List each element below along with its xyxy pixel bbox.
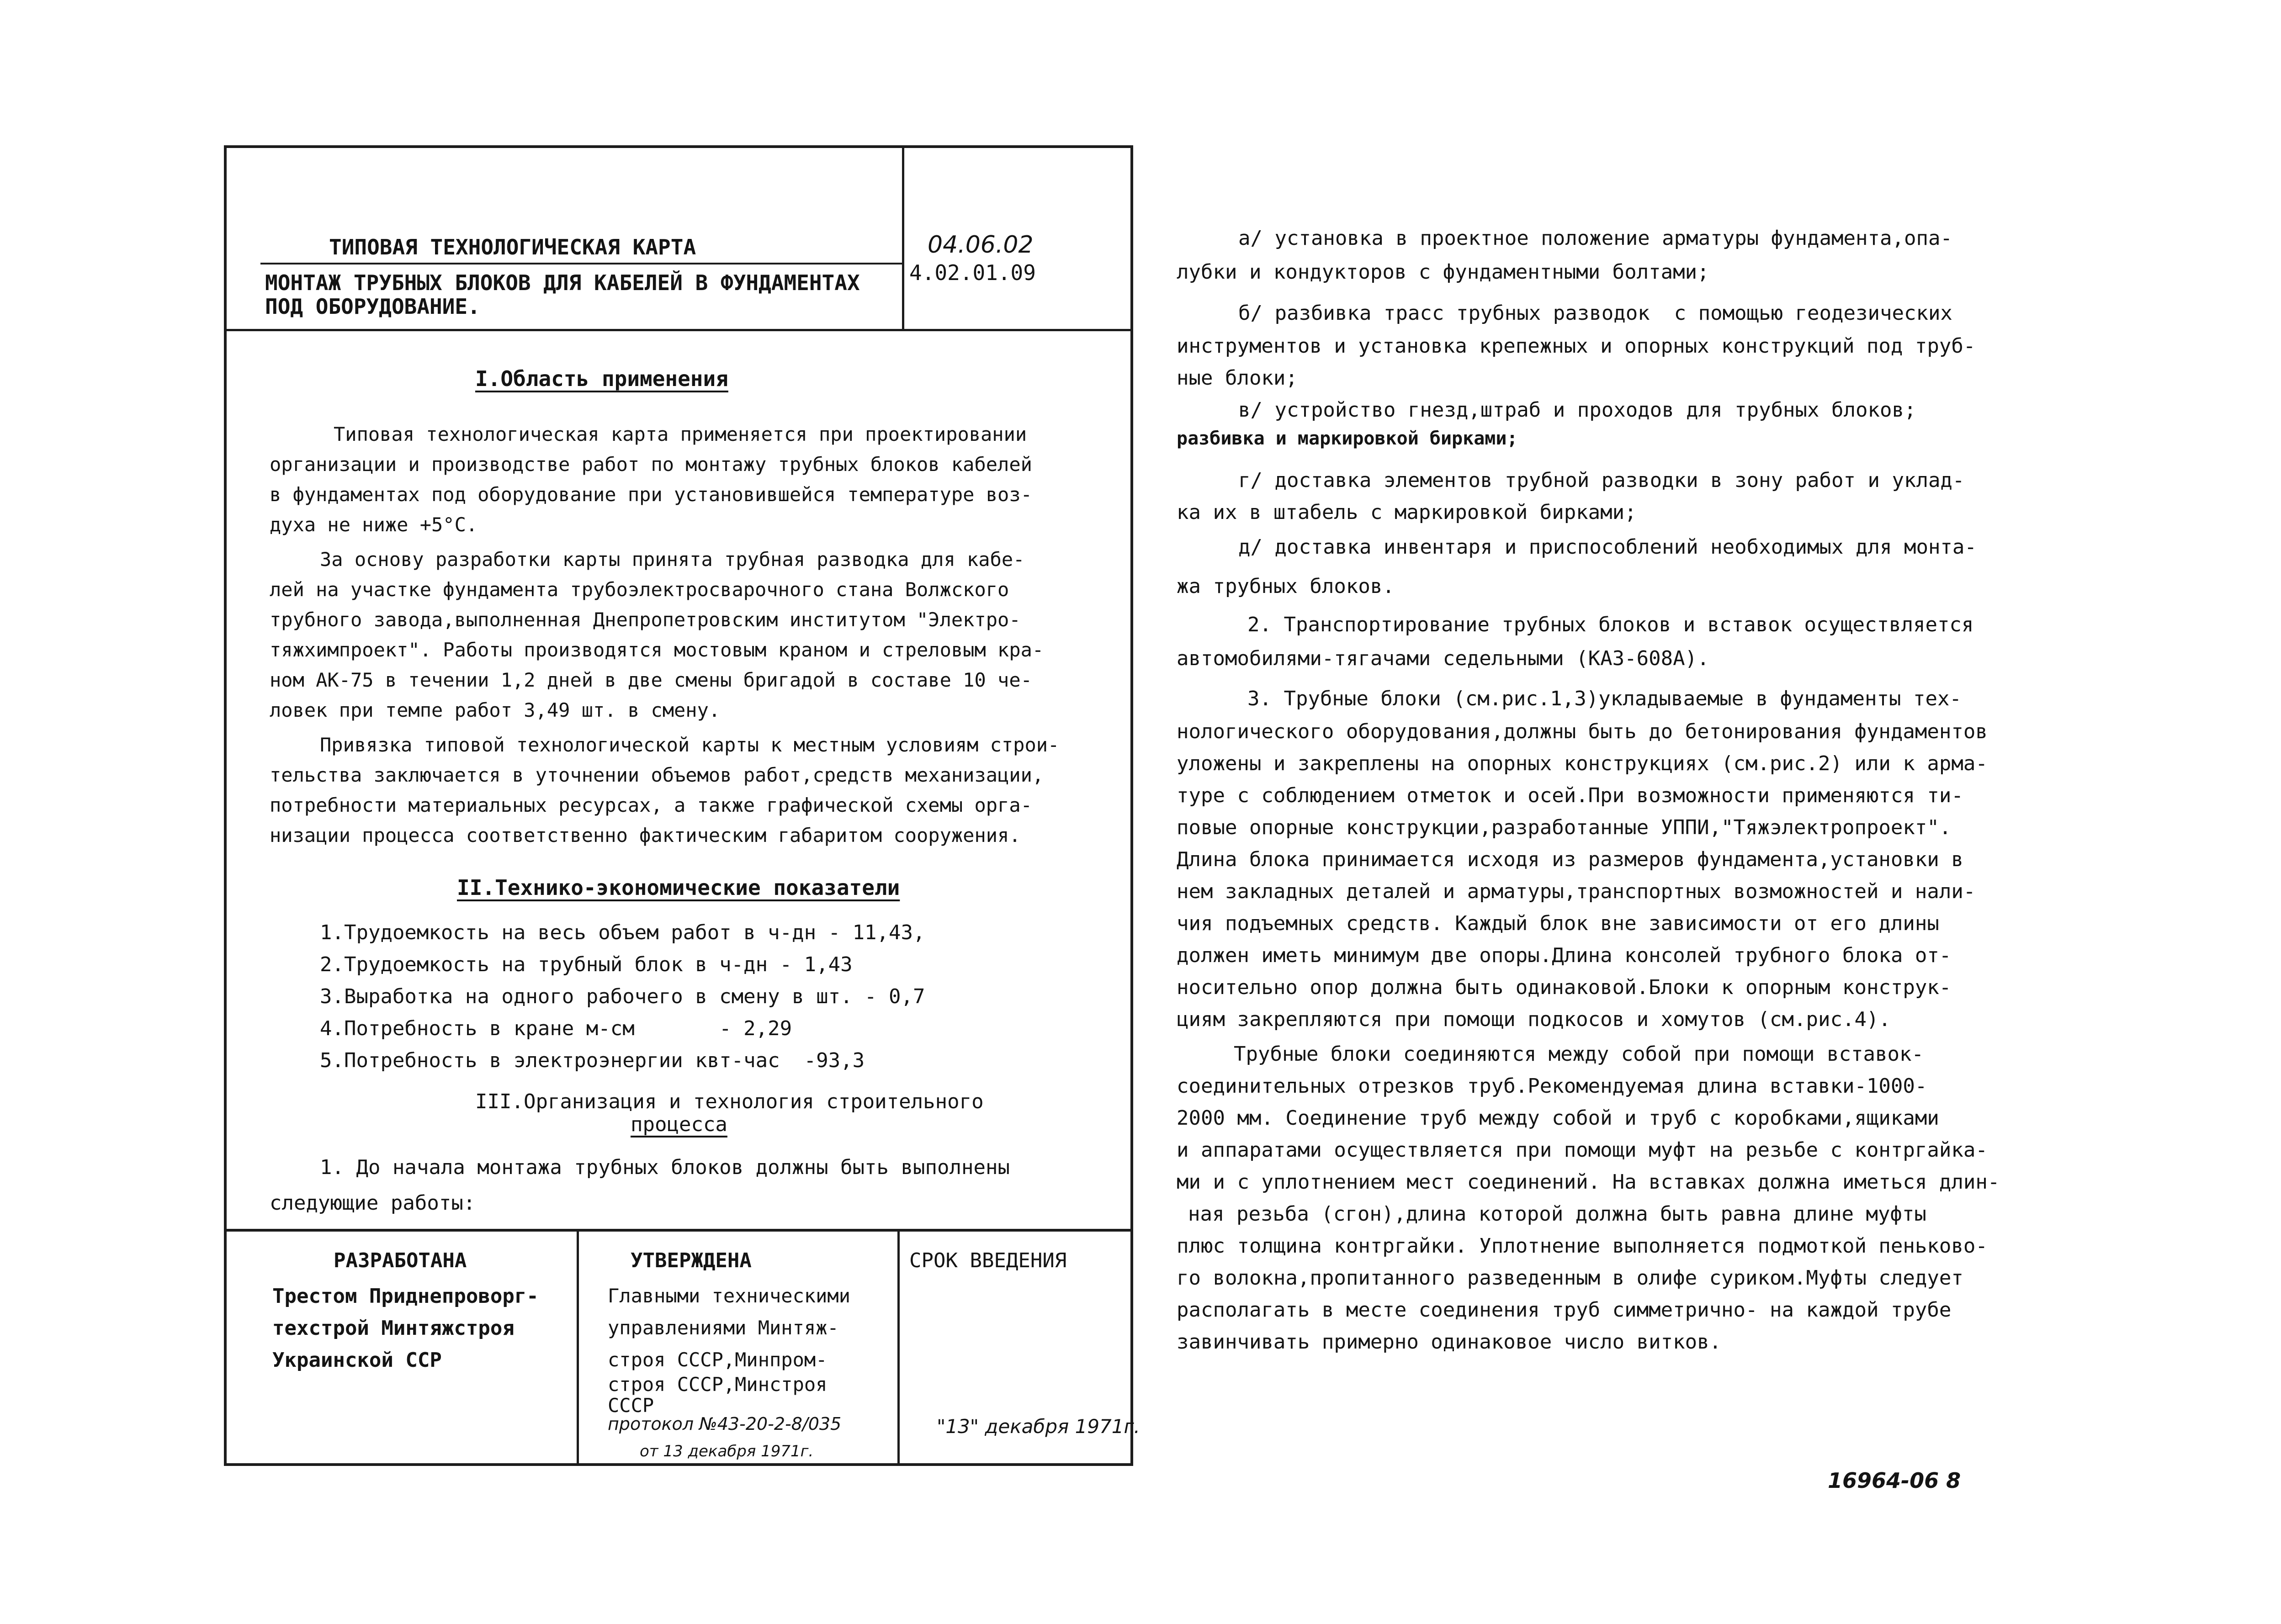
joints-para-line2: соединительных отрезков труб.Рекомендуемая длина вставки-1000- [1177, 1074, 1927, 1098]
transport-para-line2: автомобилями-тягачами седельными (КАЗ-608А). [1177, 647, 1709, 670]
section1-para2-line4: тяжхимпроект". Работы производятся мостовым краном и стреловым кра- [270, 639, 1044, 661]
document-code-typed: 4.02.01.09 [909, 260, 1036, 285]
frame-top-border [224, 145, 1133, 148]
work-item-v-line2: разбивка и маркировкой бирками; [1177, 428, 1518, 449]
section2-heading: II.Технико-экономические показатели [457, 875, 900, 900]
section1-para2-line3: трубного завода,выполненная Днепропетровским институтом "Электро- [270, 608, 1021, 631]
section1-para2-line1: За основу разработки карты принята трубная разводка для кабе- [320, 548, 1025, 571]
work-item-a-line1: а/ установка в проектное положение арматуры фундамента,опа- [1238, 227, 1952, 250]
introduction-date-label: СРОК ВВЕДЕНИЯ [909, 1249, 1067, 1272]
work-item-g-line1: г/ доставка элементов трубной разводки в зону работ и уклад- [1238, 469, 1965, 492]
approved-by-line4: строя СССР,Минстроя [608, 1373, 828, 1396]
document-code-handwritten: 04.06.02 [928, 231, 1034, 259]
developed-by-line2: техстрой Минтяжстроя [272, 1317, 515, 1340]
footer-top-border [224, 1229, 1133, 1232]
section1-para1-line4: духа не ниже +5°С. [270, 513, 478, 536]
section1-para2-line2: лей на участке фундамента трубоэлектросварочного стана Волжского [270, 578, 1009, 601]
joints-para-line7: плюс толщина контргайки. Уплотнение выполняется подмоткой пеньково- [1177, 1234, 1988, 1258]
sheet-number-stamp: 16964-06 8 [1828, 1468, 1961, 1493]
section1-para2-line6: ловек при темпе работ 3,49 шт. в смену. [270, 699, 721, 721]
approved-label: УТВЕРЖДЕНА [631, 1249, 752, 1272]
section1-para1-line3: в фундаментах под оборудование при установившейся температуре воз- [270, 483, 1032, 506]
work-item-d-line1: д/ доставка инвентаря и приспособлений необходимых для монта- [1238, 535, 1977, 559]
joints-para-line10: завинчивать примерно одинаковое число витков. [1177, 1330, 1722, 1354]
section3-heading-line1: III.Организация и технология строительного [475, 1090, 984, 1113]
indicator-item-5: 5.Потребность в электроэнергии квт-час -93,3 [320, 1049, 865, 1072]
blocks-para-line9: должен иметь минимум две опоры.Длина консолей трубного блока от- [1177, 944, 1952, 967]
indicator-item-4: 4.Потребность в кране м-см - 2,29 [320, 1017, 792, 1040]
developed-by-line1: Трестом Приднепроворг- [272, 1285, 539, 1308]
approval-protocol-date: от 13 декабря 1971г. [640, 1442, 814, 1460]
blocks-para-line6: Длина блока принимается исходя из размеров фундамента,установки в [1177, 848, 1963, 871]
approval-protocol: протокол №43-20-2-8/035 [608, 1414, 842, 1434]
section1-para1-line1: Типовая технологическая карта применяется при проектировании [334, 423, 1027, 445]
blocks-para-line3: уложены и закреплены на опорных конструкциях (см.рис.2) или к арма- [1177, 752, 1988, 775]
document-title: ТИПОВАЯ ТЕХНОЛОГИЧЕСКАЯ КАРТА [329, 235, 696, 259]
section1-para3-line3: потребности материальных ресурсах, а также графической схемы орга- [270, 794, 1032, 816]
work-item-a-line2: лубки и кондукторов с фундаментными болтами; [1177, 260, 1709, 284]
blocks-para-line5: повые опорные конструкции,разработанные УППИ,"Тяжэлектропроект". [1177, 816, 1952, 839]
section3-intro-line2: следующие работы: [270, 1191, 476, 1215]
blocks-para-line2: нологического оборудования,должны быть до бетонирования фундаментов [1177, 720, 1988, 743]
blocks-para-line1: 3. Трубные блоки (см.рис.1,3)укладываемые в фундаменты тех- [1247, 687, 1962, 710]
work-item-b-line1: б/ разбивка трасс трубных разводок с помощью геодезических [1238, 302, 1952, 325]
joints-para-line4: и аппаратами осуществляется при помощи муфт на резьбе с контргайка- [1177, 1138, 1988, 1162]
section3-heading-line2: процесса [631, 1113, 727, 1136]
joints-para-line6: ная резьба (сгон),длина которой должна быть равна длине муфты [1188, 1202, 1926, 1226]
developed-label: РАЗРАБОТАНА [334, 1249, 467, 1272]
joints-para-line9: располагать в месте соединения труб симметрично- на каждой трубе [1177, 1298, 1952, 1322]
work-item-v-line1: в/ устройство гнезд,штраб и проходов для трубных блоков; [1238, 398, 1916, 422]
frame-left-border [224, 145, 227, 1466]
blocks-para-line7: нем закладных деталей и арматуры,транспортных возможностей и нали- [1177, 880, 1976, 903]
approved-by-line3: строя СССР,Минпром- [608, 1349, 828, 1371]
section1-para3-line1: Привязка типовой технологической карты к местным условиям строи- [320, 734, 1060, 756]
developed-by-line3: Украинской ССР [272, 1349, 442, 1372]
title-line-top [260, 263, 904, 264]
section1-para1-line2: организации и производстве работ по монтажу трубных блоков кабелей [270, 453, 1032, 476]
title-block-divider [902, 145, 904, 330]
section1-para2-line5: ном АК-75 в течении 1,2 дней в две смены бригадой в составе 10 че- [270, 669, 1032, 691]
joints-para-line3: 2000 мм. Соединение труб между собой и труб с коробками,ящиками [1177, 1106, 1939, 1130]
work-item-g-line2: ка их в штабель с маркировкой бирками; [1177, 501, 1637, 524]
document-subtitle-line2: ПОД ОБОРУДОВАНИЕ. [265, 294, 480, 319]
section3-intro-line1: 1. До начала монтажа трубных блоков должны быть выполнены [320, 1156, 1010, 1179]
section1-heading: I.Область применения [475, 366, 728, 391]
indicator-item-2: 2.Трудоемкость на трубный блок в ч-дн - 1,43 [320, 953, 853, 976]
introduction-date: "13" декабря 1971г. [937, 1415, 1140, 1438]
approved-by-line2: управлениями Минтяж- [608, 1317, 839, 1339]
work-item-b-line3: ные блоки; [1177, 366, 1298, 390]
joints-para-line5: ми и с уплотнением мест соединений. На вставках должна иметься длин- [1177, 1170, 2000, 1194]
column-divider [1130, 145, 1133, 1466]
blocks-para-line10: носительно опор должна быть одинаковой.Блоки к опорным конструк- [1177, 976, 1952, 999]
frame-bottom-border [224, 1463, 1133, 1466]
footer-divider-2 [897, 1229, 900, 1465]
footer-divider-1 [577, 1229, 579, 1465]
blocks-para-line11: циям закрепляются при помощи подкосов и хомутов (см.рис.4). [1177, 1008, 1891, 1031]
section1-para3-line4: низации процесса соответственно фактическим габаритом сооружения. [270, 824, 1021, 846]
indicator-item-3: 3.Выработка на одного рабочего в смену в шт. - 0,7 [320, 985, 925, 1008]
work-item-b-line2: инструментов и установка крепежных и опорных конструкций под труб- [1177, 334, 1976, 358]
joints-para-line1: Трубные блоки соединяются между собой при помощи вставок- [1234, 1042, 1924, 1066]
blocks-para-line4: туре с соблюдением отметок и осей.При возможности применяются ти- [1177, 784, 1963, 807]
work-item-d-line2: жа трубных блоков. [1177, 575, 1395, 598]
joints-para-line8: го волокна,пропитанного разведенным в олифе суриком.Муфты следует [1177, 1266, 1963, 1290]
approved-by-line5: СССР [608, 1394, 654, 1417]
document-subtitle-line1: МОНТАЖ ТРУБНЫХ БЛОКОВ ДЛЯ КАБЕЛЕЙ В ФУНДАМЕНТАХ [265, 270, 860, 295]
transport-para-line1: 2. Транспортирование трубных блоков и вставок осуществляется [1247, 613, 1974, 636]
approved-by-line1: Главными техническими [608, 1285, 851, 1307]
indicator-item-1: 1.Трудоемкость на весь объем работ в ч-дн - 11,43, [320, 921, 925, 944]
title-block-bottom [224, 329, 1133, 331]
section1-para3-line2: тельства заключается в уточнении объемов работ,средств механизации, [270, 764, 1044, 786]
blocks-para-line8: чия подъемных средств. Каждый блок вне зависимости от его длины [1177, 912, 1939, 935]
